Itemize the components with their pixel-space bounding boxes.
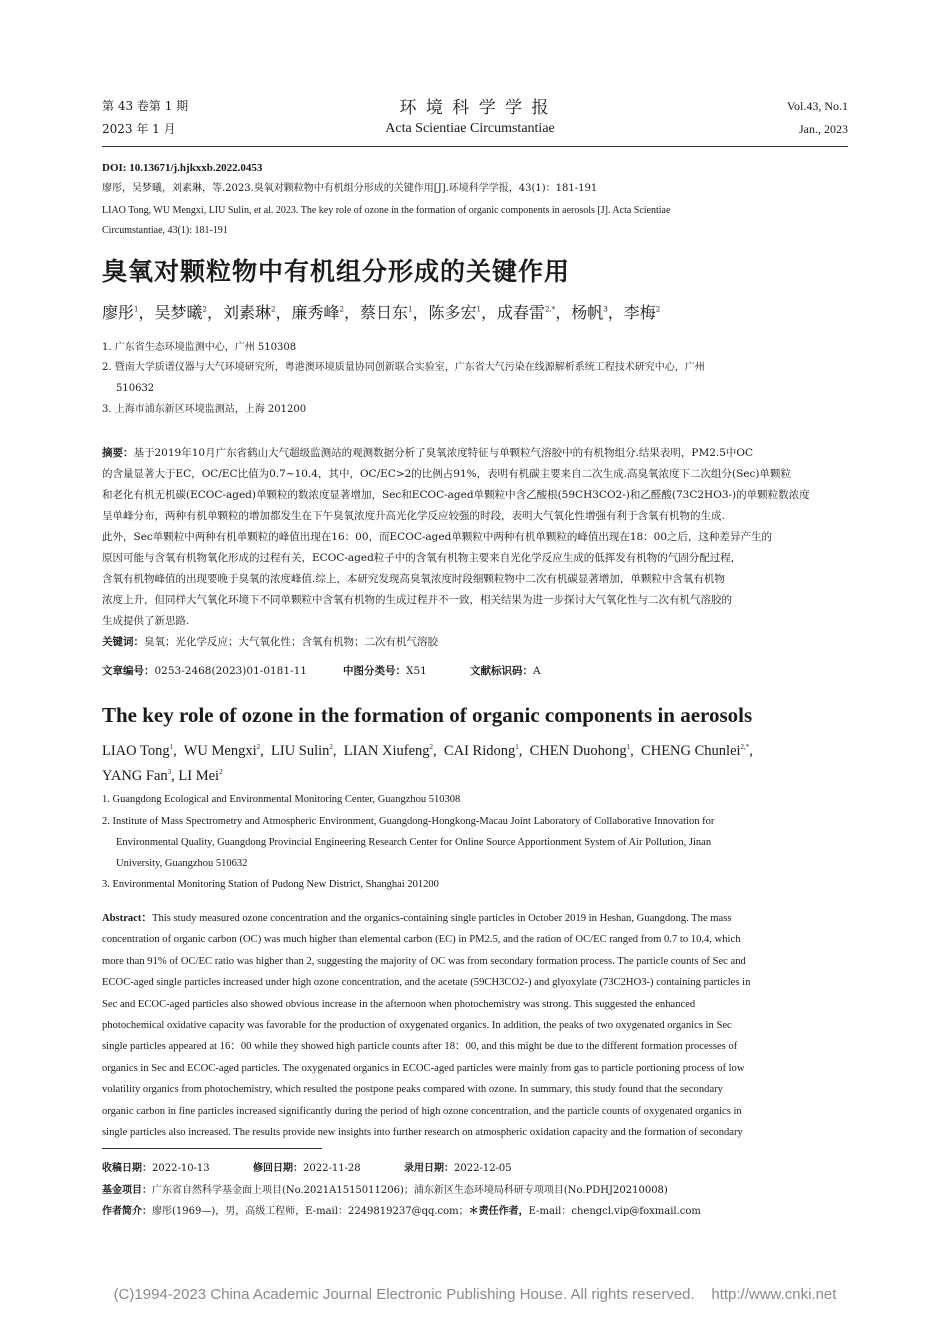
author-bio: 作者简介：廖彤(1969—)，男，高级工程师，E-mail：2249819237@qq.com；＊责任作者，E-mail：chengcl.vip@foxmail.com xyxy=(102,1206,701,1217)
journal-title-cn: 环 境 科 学 学 报 xyxy=(399,98,551,118)
abstract-en-line: This study measured ozone concentration and the organics-containing single particles in October 2019 in Heshan, Guangdong. The mass xyxy=(152,913,732,924)
keywords-cn-label: 关键词： xyxy=(102,636,144,648)
abstract-cn xyxy=(102,443,848,653)
author-list-en-line2 xyxy=(102,768,223,785)
affiliation-en-2c: University, Guangzhou 510632 xyxy=(116,858,248,869)
clc-number: 中图分类号：X51 xyxy=(343,665,427,677)
author-en-0: LIAO Tong$^1$, xyxy=(102,743,184,759)
author-cn-3: 廉秀峰$^2$， xyxy=(291,303,360,322)
abstract-cn-line: 呈单峰分布，两种有机单颗粒的增加都发生在下午臭氧浓度升高光化学反应较强的时段，表明大气氧化性增强有利于含氧有机物的生成. xyxy=(102,510,725,522)
affiliation-cn-2a: 2. 暨南大学质谱仪器与大气环境研究所，粤港澳环境质量协同创新联合实验室，广东省大气污染在线源解析系统工程技术研究中心，广州 xyxy=(102,362,705,373)
author-en-3: LIAN Xiufeng$^2$, xyxy=(343,743,444,759)
author-cn-6: 成春雷$^{2,*}$， xyxy=(497,303,572,322)
header-volume-cn: 第 43 卷第 1 期 xyxy=(102,99,189,113)
author-cn-7: 杨帆$^3$， xyxy=(571,303,624,322)
cnki-watermark: (C)1994-2023 China Academic Journal Electronic Publishing House. All rights reserved. http://www.cnki.net xyxy=(113,1286,837,1303)
abstract-cn-line: 浓度上升，但同样大气氧化环境下不同单颗粒中含氧有机物的生成过程并不一致，相关结果为进一步探讨大气氧化性与二次有机气溶胶的 xyxy=(102,594,732,606)
author-en-7: YANG Fan$^3$, xyxy=(102,768,179,784)
doi: DOI: 10.13671/j.hjkxxb.2022.0453 xyxy=(102,162,263,174)
abstract-cn-line: 基于2019年10月广东省鹤山大气超级监测站的观测数据分析了臭氧浓度特征与单颗粒气溶胶中的有机物组分.结果表明，PM2.5中OC xyxy=(133,447,754,459)
corresponding-author-email: E-mail：chengcl.vip@foxmail.com xyxy=(528,1206,701,1217)
abstract-en-line: Sec and ECOC-aged particles also showed obvious increase in the afternoon when photochemistry was strong. This suggested the enhanced xyxy=(102,998,696,1010)
affiliation-cn-2b: 510632 xyxy=(116,383,155,394)
article-number: 文章编号：0253-2468(2023)01-0181-11 xyxy=(102,665,307,677)
abstract-cn-line: 此外，Sec单颗粒中两种有机单颗粒的峰值出现在16：00，而ECOC-aged单颗粒中两种有机单颗粒的峰值出现在18：00之后，这种差异产生的 xyxy=(102,531,773,543)
author-en-2: LIU Sulin$^2$, xyxy=(270,743,344,759)
abstract-cn-line: 和老化有机无机碳(ECOC-aged)单颗粒的数浓度显著增加，Sec和ECOC-aged单颗粒中含乙酸根(59CH3CO2-)和乙醛酸(73C2HO3-)的单颗粒数浓度 xyxy=(102,489,810,501)
abstract-en-line: organics in Sec and ECOC-aged particles. The oxygenated organics in ECOC-aged particles were mainly from gas to particle portioning process of low xyxy=(102,1062,745,1074)
abstract-en xyxy=(102,908,848,1143)
abstract-en-line: volatility organics from photochemistry, which resulted the postpone peaks compared with ozone. In summary, this study found that the secondary xyxy=(102,1084,723,1096)
author-cn-5: 陈多宏$^1$， xyxy=(428,303,497,322)
citation-cn: 廖彤，吴梦曦，刘素琳，等.2023.臭氧对颗粒物中有机组分形成的关键作用[J].环境科学学报，43(1)：181-191 xyxy=(102,183,598,194)
affiliation-cn-1: 1. 广东省生态环境监测中心，广州 510308 xyxy=(102,342,297,353)
abstract-cn-line: 原因可能与含氧有机物氧化形成的过程有关，ECOC-aged粒子中的含氧有机物主要来自光化学反应生成的低挥发有机物的气固分配过程， xyxy=(102,552,742,564)
author-cn-1: 吴梦曦$^2$， xyxy=(154,303,223,322)
abstract-en-line: photochemical oxidative capacity was favorable for the production of oxygenated organics. In addition, the peaks of two oxygenated organics in Sec xyxy=(102,1020,732,1032)
abstract-cn-line: 生成提供了新思路. xyxy=(102,615,190,627)
journal-title-en: Acta Scientiae Circumstantiae xyxy=(385,121,555,136)
header-date-en: Jan., 2023 xyxy=(799,122,848,136)
citation-en-line1: LIAO Tong, WU Mengxi, LIU Sulin, et al. 2023. The key role of ozone in the formation of organic components in aerosols [J]. Acta Scientiae xyxy=(102,205,671,216)
author-list-cn xyxy=(102,300,660,323)
footnote-rule xyxy=(102,1148,322,1149)
document-code: 文献标识码：A xyxy=(470,665,541,677)
accepted-date: 录用日期：2022-12-05 xyxy=(404,1163,512,1174)
affiliation-en-2b: Environmental Quality, Guangdong Provincial Engineering Research Center for Online Source Apportionment System of Air Pollution, Jinan xyxy=(116,837,712,848)
affiliation-en-1: 1. Guangdong Ecological and Environmental Monitoring Center, Guangzhou 510308 xyxy=(102,794,461,805)
article-title-en: The key role of ozone in the formation of organic components in aerosols xyxy=(102,703,753,727)
abstract-en-label: Abstract： xyxy=(102,913,153,924)
author-cn-0: 廖彤$^1$， xyxy=(102,303,155,322)
abstract-en-line: more than 91% of OC/EC ratio was higher than 2, suggesting the majority of OC was from secondary formation process. The particle counts of Sec and xyxy=(102,955,746,967)
fund-info: 基金项目：广东省自然科学基金面上项目(No.2021A1515011206)；浦东新区生态环境局科研专项项目(No.PDHJ20210008) xyxy=(102,1185,668,1196)
abstract-en-line: ECOC-aged single particles increased under high ozone concentration, and the acetate (59CH3CO2-) and glyoxylate (73C2HO3-) containing particles in xyxy=(102,977,751,989)
keywords-cn: 臭氧；光化学反应；大气氧化性；含氧有机物；二次有机气溶胶 xyxy=(144,636,438,648)
affiliation-en-2a: 2. Institute of Mass Spectrometry and Atmospheric Environment, Guangdong-Hongkong-Macau Joint Laboratory of Collaborative Innovation for xyxy=(102,816,715,827)
abstract-en-line: single particles also increased. The results provide new insights into further research on atmospheric oxidation capacity and the formation of secondary xyxy=(102,1127,743,1139)
revised-date: 修回日期：2022-11-28 xyxy=(253,1163,361,1174)
citation-en-line2: Circumstantiae, 43(1): 181-191 xyxy=(102,225,228,236)
author-cn-8: 李梅$^2$ xyxy=(623,303,661,322)
author-cn-4: 蔡日东$^1$， xyxy=(360,303,429,322)
header-rule xyxy=(102,146,848,147)
article-title-cn: 臭氧对颗粒物中有机组分形成的关键作用 xyxy=(102,257,571,286)
header-volume-en: Vol.43, No.1 xyxy=(786,99,848,113)
author-cn-2: 刘素琳$^2$， xyxy=(223,303,292,322)
affiliation-cn-3: 3. 上海市浦东新区环境监测站，上海 201200 xyxy=(102,404,307,415)
abstract-en-line: organic carbon in fine particles increased significantly during the period of high ozone concentration, and the particle counts of oxygenated organics in xyxy=(102,1105,742,1117)
corresponding-author-label: ＊责任作者， xyxy=(468,1206,529,1217)
abstract-cn-label: 摘要： xyxy=(102,447,134,459)
abstract-cn-line: 的含量显著大于EC，OC/EC比值为0.7~10.4，其中，OC/EC>2的比例占91%，表明有机碳主要来自二次生成.高臭氧浓度下二次组分(Sec)单颗粒 xyxy=(102,468,791,480)
affiliation-en-3: 3. Environmental Monitoring Station of Pudong New District, Shanghai 201200 xyxy=(102,879,439,890)
abstract-en-line: single particles appeared at 16：00 while they showed high particle counts after 18：00, and this might be due to the different formation processes of xyxy=(102,1041,738,1053)
author-en-4: CAI Ridong$^1$, xyxy=(443,743,530,759)
author-en-8: LI Mei$^2$ xyxy=(178,768,223,784)
author-en-1: WU Mengxi$^2$, xyxy=(183,743,271,759)
abstract-cn-line: 含氧有机物峰值的出现要晚于臭氧的浓度峰值.综上，本研究发现高臭氧浓度时段细颗粒物中二次有机碳显著增加，单颗粒中含氧有机物 xyxy=(102,573,725,585)
author-en-6: CHENG Chunlei$^{2,*}$, xyxy=(641,743,753,759)
header-date-cn: 2023 年 1 月 xyxy=(102,122,176,136)
author-en-5: CHEN Duohong$^1$, xyxy=(529,743,642,759)
received-date: 收稿日期：2022-10-13 xyxy=(102,1163,210,1174)
abstract-en-line: concentration of organic carbon (OC) was much higher than elemental carbon (EC) in PM2.5, and the ration of OC/EC ranged from 0.7 to 10.4, which xyxy=(102,934,741,946)
author-list-en-line1 xyxy=(102,743,753,760)
